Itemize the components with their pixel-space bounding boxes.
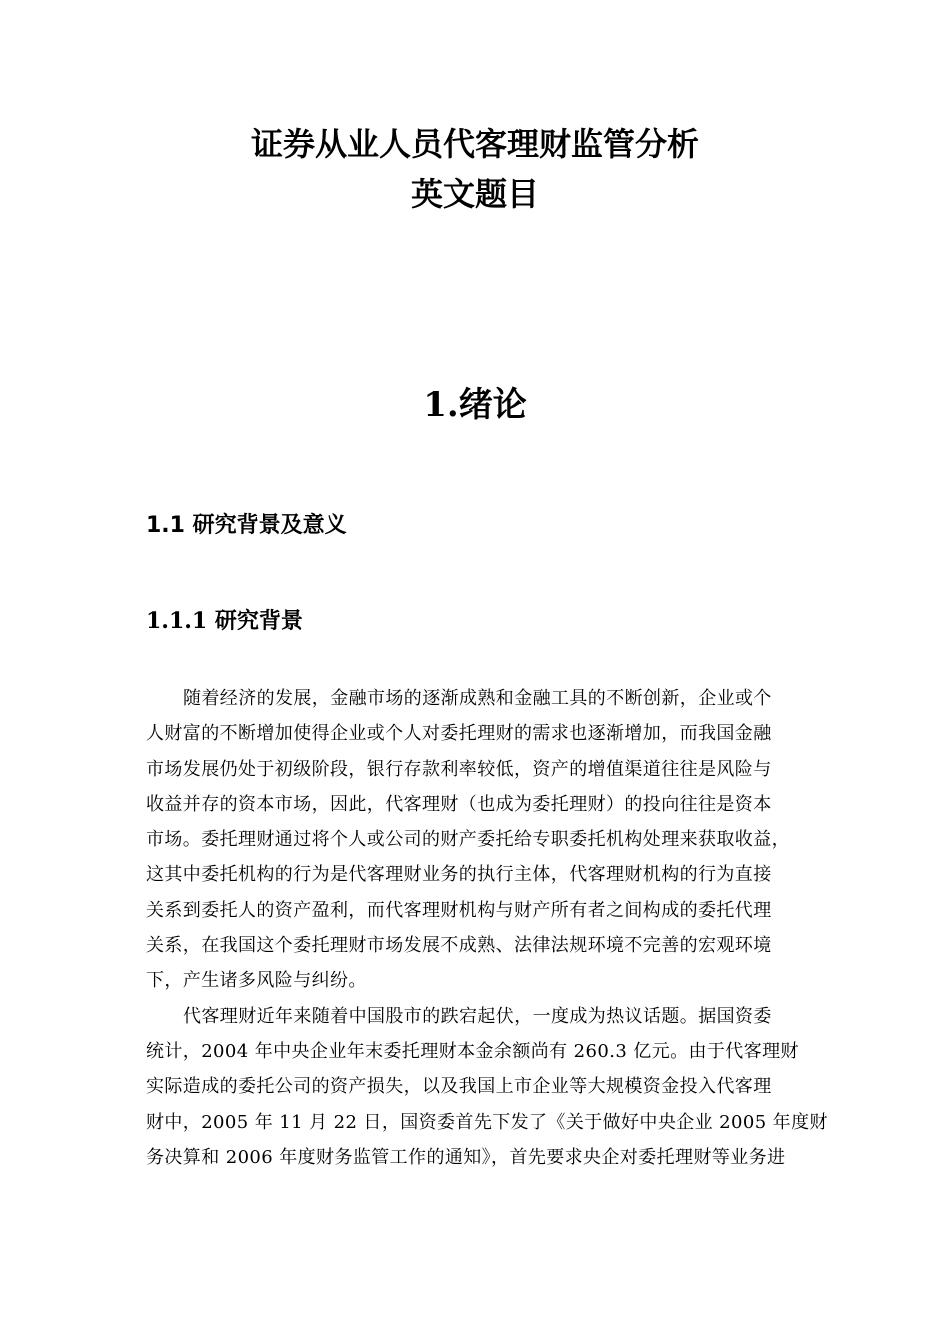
text-line: 这其中委托机构的行为是代客理财业务的执行主体，代客理财机构的行为直接 (146, 864, 772, 886)
text-line: 财中，2005 年 11 月 22 日，国资委首先下发了《关于做好中央企业 2005 年度财 (146, 1111, 828, 1133)
body-text (146, 681, 828, 1175)
chapter-heading: 1.绪论 (423, 385, 527, 425)
text-line: 收益并存的资本市场，因此，代客理财（也成为委托理财）的投向往往是资本 (146, 793, 772, 815)
paragraph (146, 681, 806, 999)
text-line: 市场。委托理财通过将个人或公司的财产委托给专职委托机构处理来获取收益， (146, 829, 790, 851)
text-line: 下，产生诸多风险与纠纷。 (146, 970, 367, 992)
text-line: 关系，在我国这个委托理财市场发展不成熟、法律法规环境不完善的宏观环境 (146, 935, 772, 957)
paragraph (146, 999, 828, 1175)
text-line: 市场发展仍处于初级阶段，银行存款利率较低，资产的增值渠道往往是风险与 (146, 758, 772, 780)
text-line: 关系到委托人的资产盈利，而代客理财机构与财产所有者之间构成的委托代理 (146, 899, 772, 921)
text-line: 统计，2004 年中央企业年末委托理财本金余额尚有 260.3 亿元。由于代客理财 (146, 1040, 799, 1062)
document-title: 证券从业人员代客理财监管分析 (250, 125, 699, 163)
english-title-placeholder: 英文题目 (410, 175, 539, 213)
text-line: 人财富的不断增加使得企业或个人对委托理财的需求也逐渐增加，而我国金融 (146, 723, 772, 745)
text-line: 务决算和 2006 年度财务监管工作的通知》，首先要求央企对委托理财等业务进 (146, 1146, 786, 1168)
text-line: 随着经济的发展，金融市场的逐渐成熟和金融工具的不断创新，企业或个 (183, 688, 772, 709)
subsection-heading: 1.1.1 研究背景 (146, 608, 303, 634)
section-heading: 1.1 研究背景及意义 (146, 513, 347, 538)
text-line: 实际造成的委托公司的资产损失，以及我国上市企业等大规模资金投入代客理 (146, 1076, 772, 1098)
text-line: 代客理财近年来随着中国股市的跌宕起伏，一度成为热议话题。据国资委 (183, 1005, 772, 1027)
